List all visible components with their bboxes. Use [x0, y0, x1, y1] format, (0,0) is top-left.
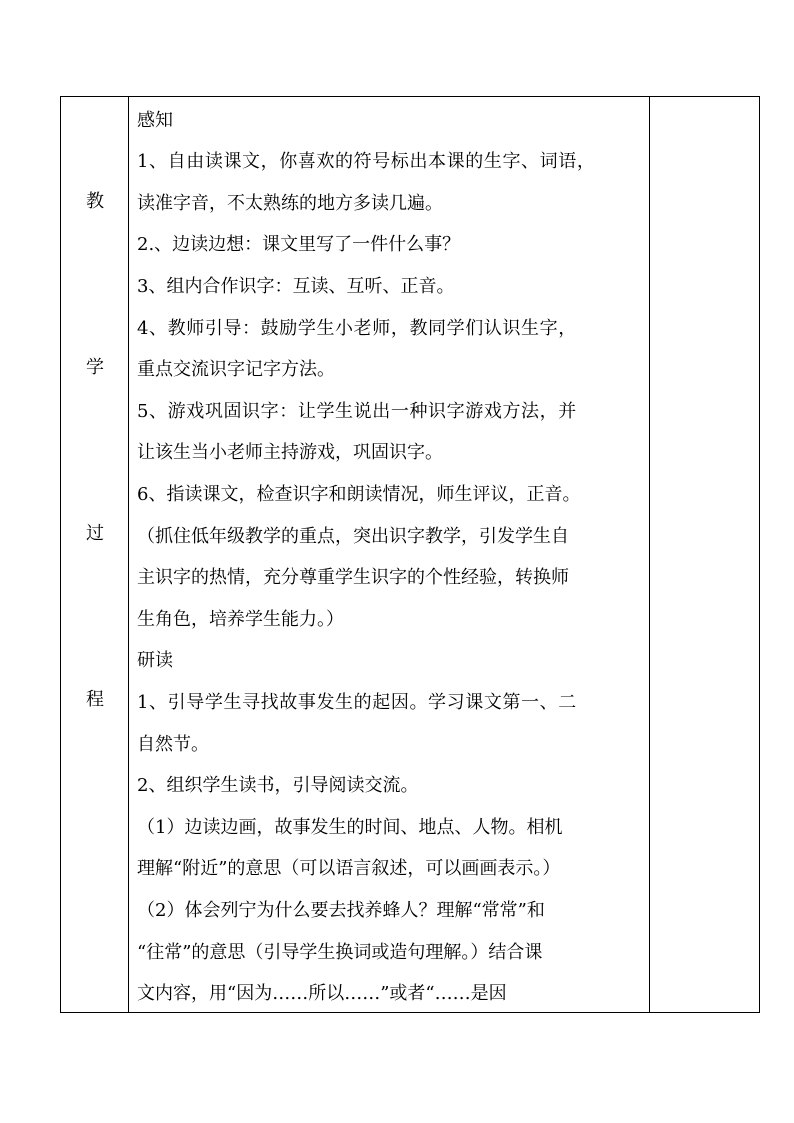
content-line: （抓住低年级教学的重点，突出识字教学，引发学生自	[137, 526, 569, 547]
content-line: 5、游戏巩固识字：让学生说出一种识字游戏方法，并	[137, 401, 577, 422]
content-line: 主识字的热情，充分尊重学生识字的个性经验，转换师	[137, 567, 569, 588]
content-line: （1）边读边画，故事发生的时间、地点、人物。相机	[137, 817, 563, 838]
content-line: 1、自由读课文，你喜欢的符号标出本课的生字、词语，	[137, 151, 596, 172]
side-label-char: 学	[86, 357, 104, 378]
content-line: 1、引导学生寻找故事发生的起因。学习课文第一、二	[137, 692, 577, 713]
content-line: 理解“附近”的意思（可以语言叙述，可以画画表示。）	[137, 858, 561, 879]
section-heading-perception: 感知	[137, 110, 173, 131]
content-line: 让该生当小老师主持游戏，巩固识字。	[137, 442, 443, 463]
content-line: 3、组内合作识字：互读、互听、正音。	[137, 276, 455, 297]
side-label-char: 教	[86, 191, 104, 212]
side-label-char: 程	[86, 689, 104, 710]
content-line: 2.、边读边想：课文里写了一件什么事？	[137, 234, 461, 255]
section-heading-study: 研读	[137, 650, 173, 671]
content-line: 4、教师引导：鼓励学生小老师，教同学们认识生字，	[137, 318, 577, 339]
content-line: 文内容，用“因为……所以……”或者“……是因	[137, 983, 507, 1004]
content-line: 自然节。	[137, 734, 209, 755]
lesson-plan-table	[60, 96, 760, 1013]
column-divider-right	[649, 97, 650, 1012]
content-line: （2）体会列宁为什么要去找养蜂人？理解“常常”和	[137, 900, 545, 921]
content-line: 2、组织学生读书，引导阅读交流。	[137, 775, 419, 796]
content-line: 6、指读课文，检查识字和朗读情况，师生评议，正音。	[137, 484, 581, 505]
content-line: 重点交流识字记字方法。	[137, 359, 335, 380]
content-line: “往常”的意思（引导学生换词或造句理解。）结合课	[137, 942, 543, 963]
content-line: 生角色，培养学生能力。）	[137, 609, 344, 630]
column-divider-left	[128, 97, 129, 1012]
content-line: 读准字音，不太熟练的地方多读几遍。	[137, 193, 443, 214]
side-label-char: 过	[86, 523, 104, 544]
